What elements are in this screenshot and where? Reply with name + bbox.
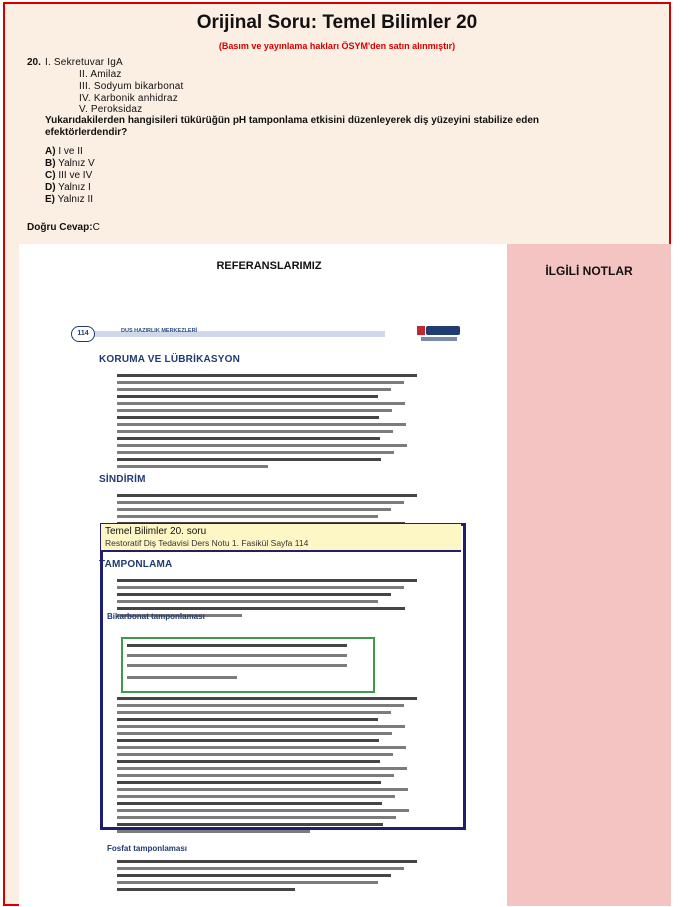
text-line: [117, 830, 310, 833]
option-b[interactable]: B) Yalnız V: [45, 158, 95, 169]
page-header-label: DUS HAZIRLIK MERKEZLERİ: [121, 328, 198, 334]
text-line: [117, 515, 378, 518]
reference-caption-source: Restoratif Diş Tedavisi Ders Notu 1. Fasikül Sayfa 114: [105, 538, 309, 548]
option-a[interactable]: A) I ve II: [45, 146, 83, 157]
copyright-note: (Basım ve yayınlama hakları ÖSYM'den satın alınmıştır): [218, 41, 456, 51]
section-heading-tamponlama: TAMPONLAMA: [99, 559, 173, 570]
option-e[interactable]: E) Yalnız II: [45, 194, 93, 205]
subheading-bikarbonat: Bikarbonat tamponlaması: [107, 612, 205, 621]
text-line: [117, 423, 406, 426]
text-line: [117, 381, 404, 384]
notes-title: İLGİLİ NOTLAR: [545, 264, 633, 278]
text-line: [117, 881, 378, 884]
question-item-4: IV. Karbonik anhidraz: [79, 93, 178, 104]
reference-caption: [101, 524, 461, 552]
text-line: [117, 888, 295, 891]
text-line: [117, 402, 405, 405]
text-line: [117, 430, 393, 433]
reference-caption-title: Temel Bilimler 20. soru: [105, 526, 207, 537]
section-heading-sindirim: SİNDİRİM: [99, 474, 146, 485]
text-line: [117, 501, 404, 504]
correct-answer: Doğru Cevap:C: [27, 222, 100, 233]
references-title: REFERANSLARIMIZ: [216, 260, 322, 272]
text-line: [117, 860, 417, 863]
question-item-2: II. Amilaz: [79, 69, 122, 80]
option-d[interactable]: D) Yalnız I: [45, 182, 91, 193]
text-line: [117, 395, 378, 398]
publisher-logo: [417, 324, 461, 344]
question-number: 20.: [27, 57, 41, 68]
text-line: [117, 409, 392, 412]
question-item-3: III. Sodyum bikarbonat: [79, 81, 184, 92]
text-line: [117, 437, 380, 440]
page-number-badge: 114: [71, 326, 95, 342]
text-line: [117, 465, 268, 468]
text-line: [117, 416, 379, 419]
highlight-frame: [100, 523, 466, 830]
text-line: [117, 444, 407, 447]
text-line: [117, 508, 391, 511]
page-title: Orijinal Soru: Temel Bilimler 20: [196, 12, 478, 33]
text-line: [117, 374, 417, 377]
text-line: [117, 458, 381, 461]
question-item-1: I. Sekretuvar IgA: [45, 57, 123, 68]
question-item-5: V. Peroksidaz: [79, 104, 143, 115]
text-line: [117, 874, 391, 877]
subheading-fosfat: Fosfat tamponlaması: [107, 844, 188, 853]
question-text: Yukarıdakilerden hangisileri tükürüğün pH tamponlama etkisini düzenleyerek diş yüzeyini stabilize eden efektörlerdendir?: [45, 115, 540, 138]
text-line: [117, 494, 417, 497]
related-notes-column: [507, 244, 671, 906]
text-line: [117, 451, 394, 454]
text-line: [117, 867, 404, 870]
text-line: [117, 388, 391, 391]
option-c[interactable]: C) III ve IV: [45, 170, 93, 181]
section-heading-koruma: KORUMA VE LÜBRİKASYON: [99, 354, 241, 365]
